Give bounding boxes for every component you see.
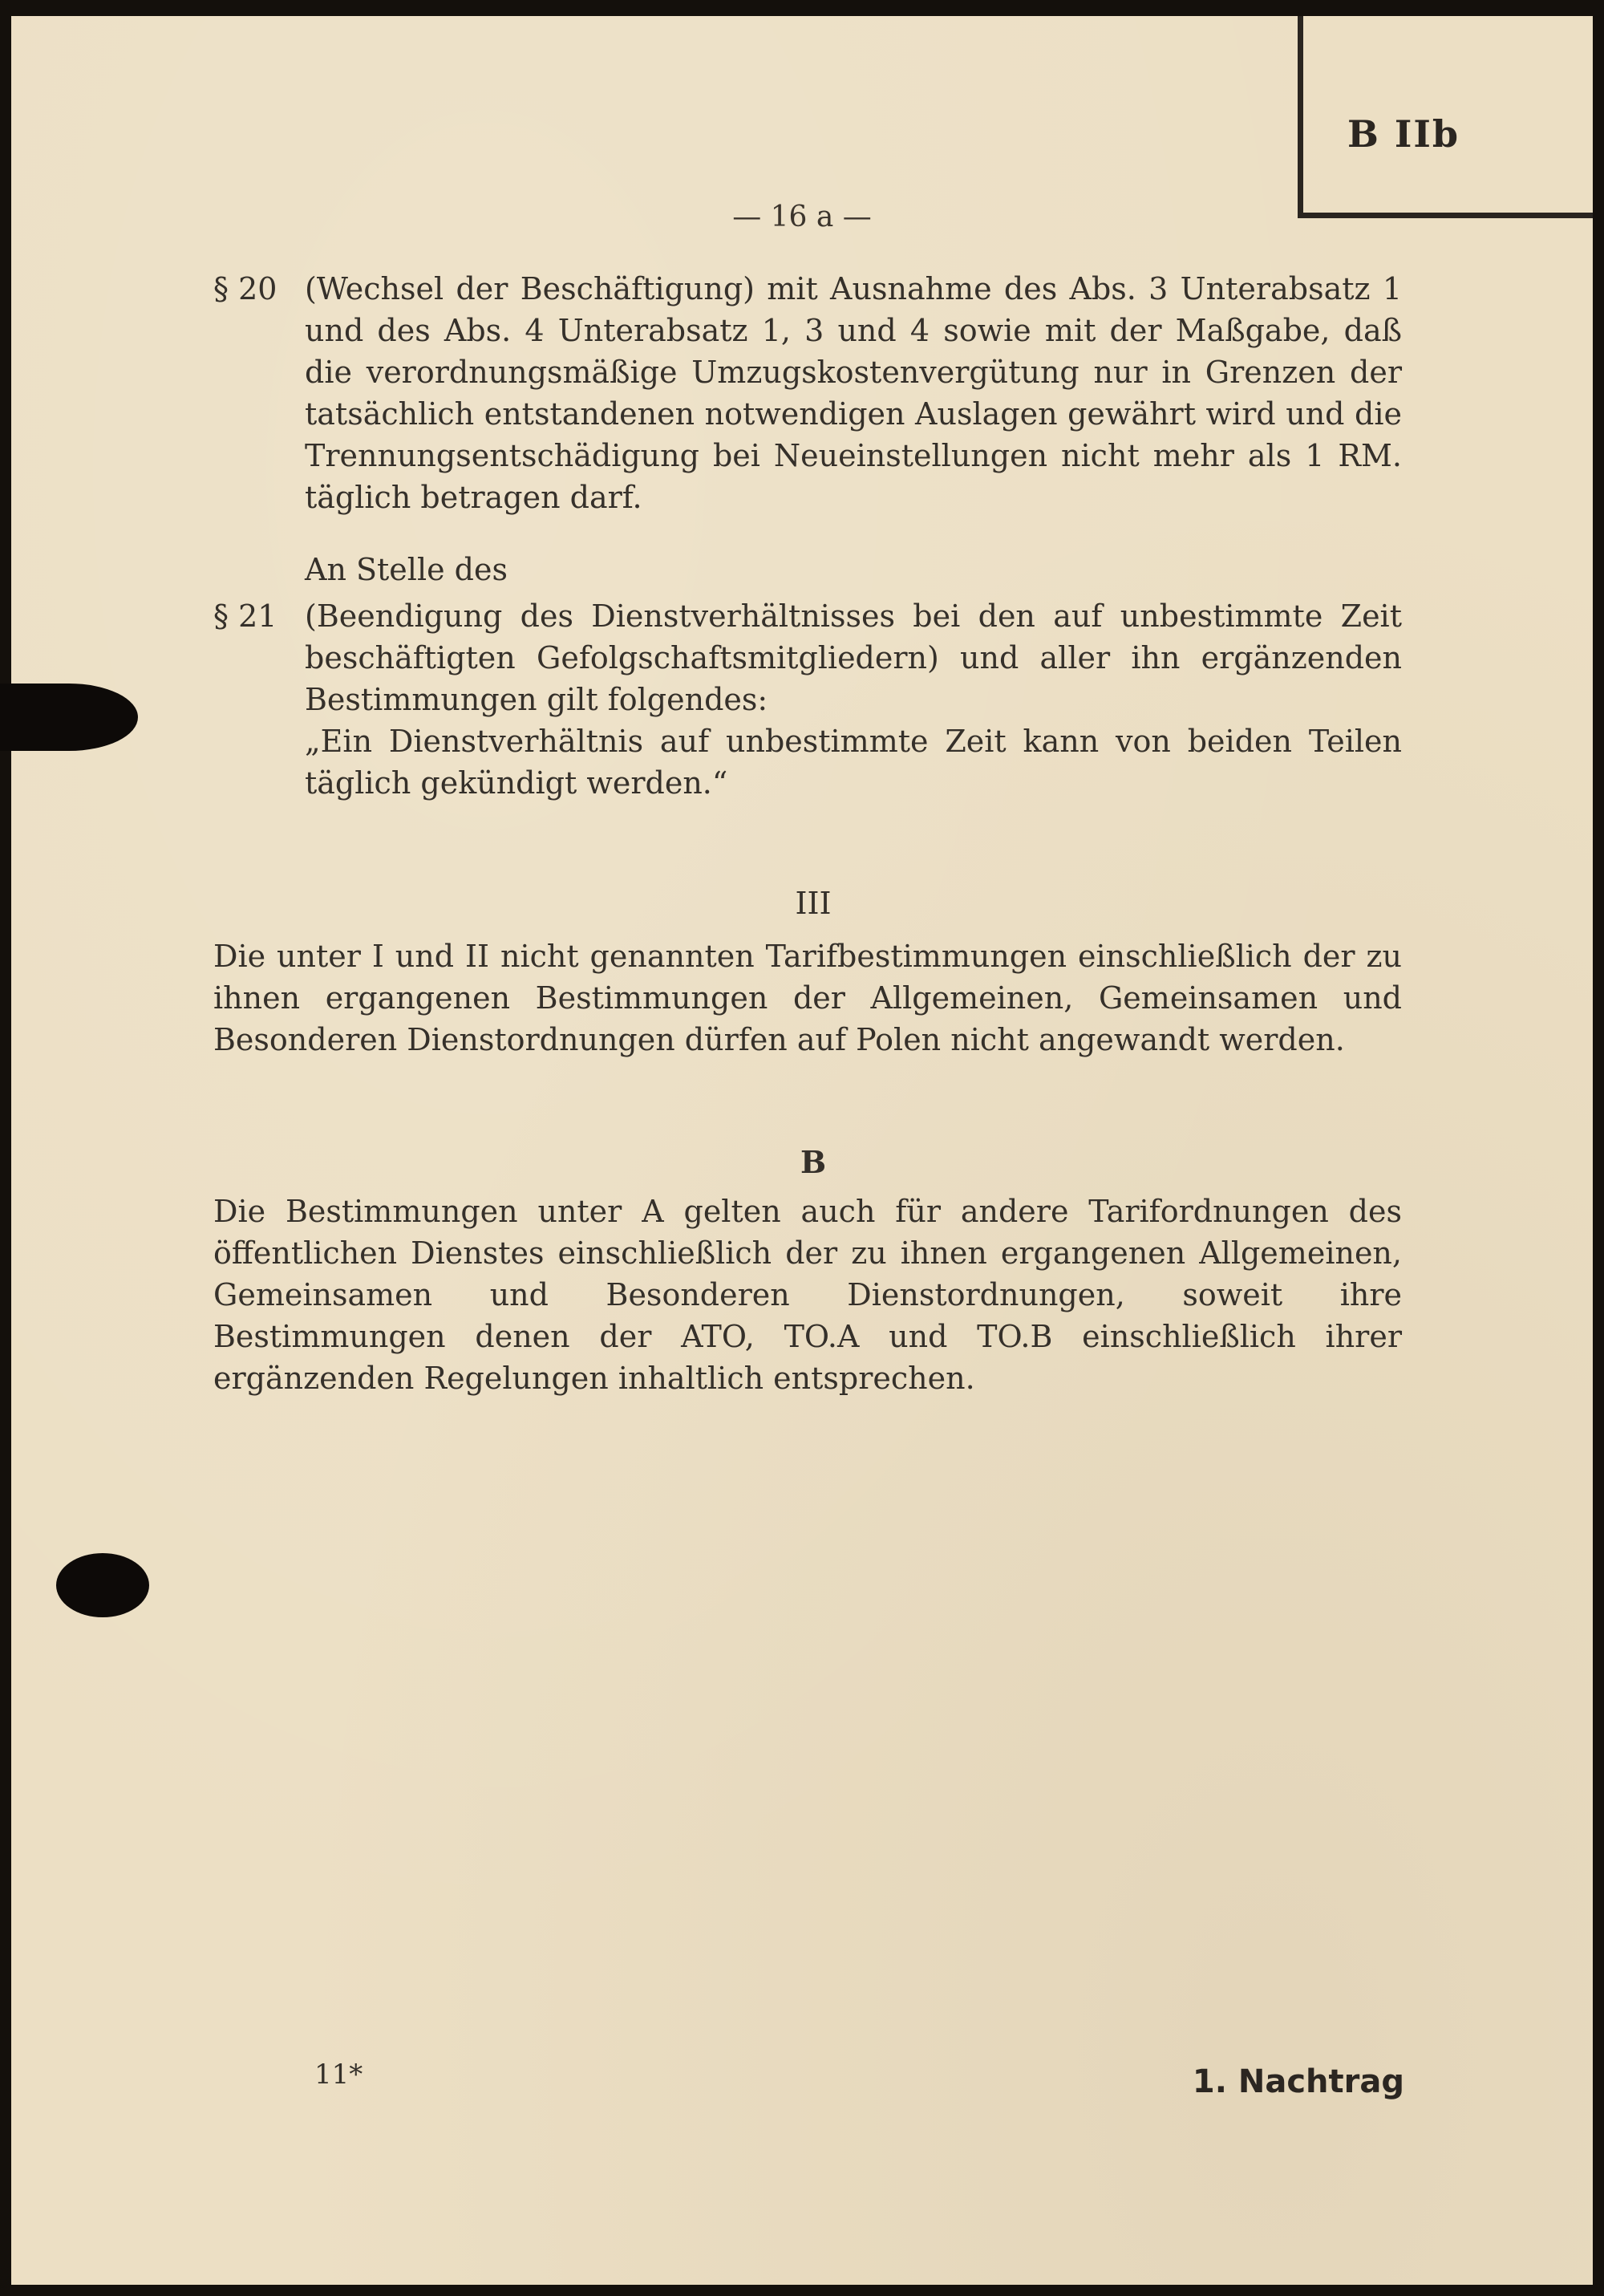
sheet-mark: 11* (314, 2059, 363, 2091)
punch-hole-upper (0, 684, 138, 751)
part-iii-text: Die unter I und II nicht genannten Tarifbestimmungen einschließlich der zu ihnen ergangenen Bestimmungen der Allgemeinen, Gemeinsamen und Besonderen Dienstordnungen dürfen auf Polen nicht angewandt werden. (213, 939, 1402, 1057)
part-b-heading: B (800, 1144, 827, 1180)
section-21-text: (Beendigung des Dienstverhältnisses bei den auf unbestimmte Zeit beschäftigten Gefolgschaftsmitgliedern) und aller ihn ergänzenden Bestimmungen gilt folgendes: (305, 598, 1402, 717)
punch-hole-lower (56, 1553, 149, 1617)
section-20-number: § 20 (213, 271, 277, 306)
supplement-label: 1. Nachtrag (1192, 2063, 1404, 2100)
section-21-quote: „Ein Dienstverhältnis auf unbestimmte Zeit kann von beiden Teilen täglich gekündigt werden.“ (305, 724, 1402, 801)
section-21-number: § 21 (213, 598, 277, 634)
page-number: — 16 a — (732, 201, 872, 233)
register-tab-label: B IIb (1347, 112, 1460, 156)
document-page (11, 16, 1593, 2285)
section-21-intro: An Stelle des (305, 552, 508, 587)
section-20-text: (Wechsel der Beschäftigung) mit Ausnahme des Abs. 3 Unterabsatz 1 und des Abs. 4 Unterabsatz 1, 3 und 4 sowie mit der Maßgabe, daß die verordnungsmäßige Umzugskostenvergütung nur in Grenzen der tatsächlich entstandenen notwendigen Auslagen gewährt wird und die Trennungsentschädigung bei Neueinstellungen nicht mehr als 1 RM. täglich betragen darf. (305, 271, 1402, 515)
part-iii-heading: III (795, 886, 832, 921)
part-b-text: Die Bestimmungen unter A gelten auch für andere Tarifordnungen des öffentlichen Dienstes einschließlich der zu ihnen ergangenen Allgemeinen, Gemeinsamen und Besonderen Dienstordnungen, soweit ihre Bestimmungen denen der ATO, TO.A und TO.B einschließlich ihrer ergänzenden Regelungen inhaltlich entsprechen. (213, 1194, 1402, 1396)
